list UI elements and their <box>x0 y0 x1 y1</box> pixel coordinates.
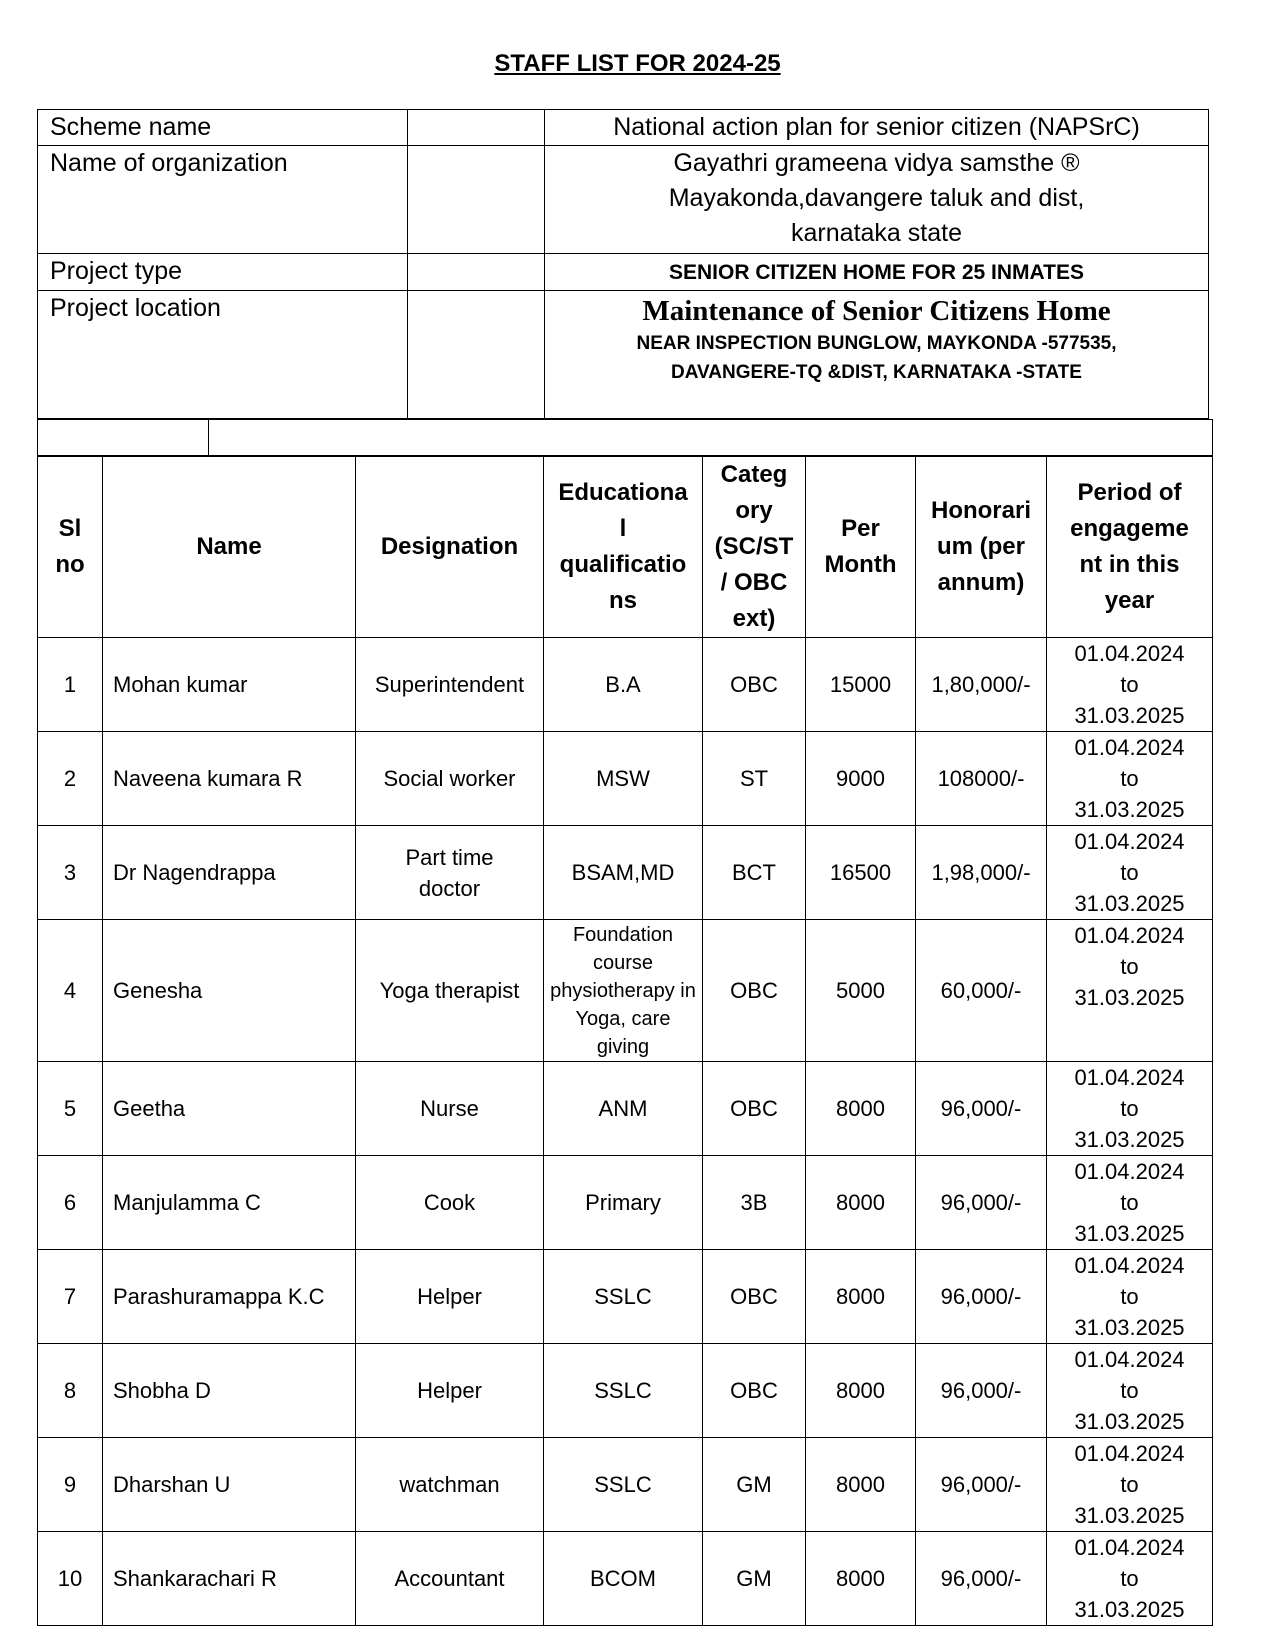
cell-period <box>1047 638 1213 732</box>
period-line: to <box>1120 1190 1139 1215</box>
period-line: 01.04.2024 <box>1074 923 1185 948</box>
period-line: to <box>1120 1378 1139 1403</box>
organization-row <box>38 146 1209 254</box>
project-type-row <box>38 254 1209 291</box>
period-line: 01.04.2024 <box>1074 1065 1185 1090</box>
cell-slno: 3 <box>38 826 103 920</box>
period-line: 01.04.2024 <box>1074 735 1185 760</box>
header-per-month: Per Month <box>806 457 916 638</box>
staff-table <box>37 456 1213 1626</box>
period-line: 31.03.2025 <box>1074 1409 1185 1434</box>
cell-category: ST <box>703 732 806 826</box>
cell-honorarium: 1,98,000/- <box>916 826 1047 920</box>
cell-period <box>1047 732 1213 826</box>
project-location-value <box>545 291 1209 419</box>
cell-slno: 4 <box>38 920 103 1062</box>
header-period: Period of engageme nt in this year <box>1047 457 1213 638</box>
cell-per-month: 8000 <box>806 1532 916 1626</box>
period-line: 31.03.2025 <box>1074 1597 1185 1622</box>
cell-slno: 5 <box>38 1062 103 1156</box>
cell-slno: 2 <box>38 732 103 826</box>
header-category: Categ ory (SC/ST / OBC ext) <box>703 457 806 638</box>
cell-per-month: 8000 <box>806 1438 916 1532</box>
cell-slno: 7 <box>38 1250 103 1344</box>
period-line: 01.04.2024 <box>1074 1347 1185 1372</box>
period-line: 01.04.2024 <box>1074 1535 1185 1560</box>
period-line: 31.03.2025 <box>1074 1315 1185 1340</box>
cell-category: OBC <box>703 1250 806 1344</box>
table-row <box>38 920 1213 1062</box>
cell-honorarium: 96,000/- <box>916 1250 1047 1344</box>
cell-designation: Helper <box>356 1344 544 1438</box>
period-line: 01.04.2024 <box>1074 1253 1185 1278</box>
period-line: 01.04.2024 <box>1074 641 1185 666</box>
cell-per-month: 16500 <box>806 826 916 920</box>
project-type-label: Project type <box>38 254 408 291</box>
spacer-row-table <box>37 419 1213 456</box>
cell-period <box>1047 1532 1213 1626</box>
cell-designation: Part time doctor <box>356 826 544 920</box>
cell-period <box>1047 1250 1213 1344</box>
cell-category: OBC <box>703 1344 806 1438</box>
cell-honorarium: 96,000/- <box>916 1156 1047 1250</box>
project-location-row <box>38 291 1209 419</box>
project-type-value: SENIOR CITIZEN HOME FOR 25 INMATES <box>545 254 1209 291</box>
cell-period <box>1047 826 1213 920</box>
cell-name: Naveena kumara R <box>103 732 356 826</box>
period-line: to <box>1120 954 1139 979</box>
table-row <box>38 1532 1213 1626</box>
table-row <box>38 1438 1213 1532</box>
cell-period <box>1047 1438 1213 1532</box>
project-info-table <box>37 109 1209 419</box>
cell-designation: Accountant <box>356 1532 544 1626</box>
cell-category: BCT <box>703 826 806 920</box>
cell-qualification: SSLC <box>544 1250 703 1344</box>
cell-qualification: MSW <box>544 732 703 826</box>
cell-period <box>1047 1156 1213 1250</box>
cell-per-month: 8000 <box>806 1062 916 1156</box>
table-row <box>38 732 1213 826</box>
scheme-label: Scheme name <box>38 110 408 146</box>
location-line: NEAR INSPECTION BUNGLOW, MAYKONDA -577535, <box>636 333 1117 354</box>
cell-qualification: Foundation course physiotherapy in Yoga, care giving <box>544 920 703 1062</box>
cell-designation: Superintendent <box>356 638 544 732</box>
header-row <box>38 457 1213 638</box>
empty-cell <box>408 110 545 146</box>
period-line: to <box>1120 766 1139 791</box>
header-designation: Designation <box>356 457 544 638</box>
period-line: 31.03.2025 <box>1074 1221 1185 1246</box>
period-line: to <box>1120 1284 1139 1309</box>
cell-designation: Yoga therapist <box>356 920 544 1062</box>
cell-name: Manjulamma C <box>103 1156 356 1250</box>
cell-category: 3B <box>703 1156 806 1250</box>
period-line: 01.04.2024 <box>1074 1159 1185 1184</box>
cell-category: OBC <box>703 920 806 1062</box>
cell-name: Genesha <box>103 920 356 1062</box>
table-row <box>38 1344 1213 1438</box>
cell-per-month: 8000 <box>806 1344 916 1438</box>
cell-designation: Nurse <box>356 1062 544 1156</box>
cell-slno: 1 <box>38 638 103 732</box>
cell-category: OBC <box>703 1062 806 1156</box>
location-heading: Maintenance of Senior Citizens Home <box>642 295 1111 327</box>
period-line: 31.03.2025 <box>1074 797 1185 822</box>
cell-designation: Helper <box>356 1250 544 1344</box>
cell-qualification: B.A <box>544 638 703 732</box>
cell-name: Shobha D <box>103 1344 356 1438</box>
cell-name: Dharshan U <box>103 1438 356 1532</box>
cell-category: GM <box>703 1532 806 1626</box>
cell-slno: 10 <box>38 1532 103 1626</box>
scheme-value: National action plan for senior citizen (NAPSrC) <box>545 110 1209 146</box>
header-name: Name <box>103 457 356 638</box>
table-row <box>38 826 1213 920</box>
cell-slno: 6 <box>38 1156 103 1250</box>
cell-per-month: 15000 <box>806 638 916 732</box>
header-slno: Sl no <box>38 457 103 638</box>
cell-category: OBC <box>703 638 806 732</box>
table-row <box>38 1250 1213 1344</box>
cell-per-month: 8000 <box>806 1156 916 1250</box>
organization-line: Mayakonda,davangere taluk and dist, <box>668 184 1085 212</box>
cell-qualification: ANM <box>544 1062 703 1156</box>
period-line: 31.03.2025 <box>1074 703 1185 728</box>
cell-period <box>1047 920 1213 1062</box>
organization-line: karnataka state <box>791 219 962 247</box>
period-line: to <box>1120 860 1139 885</box>
cell-designation: Social worker <box>356 732 544 826</box>
table-row <box>38 1062 1213 1156</box>
cell-qualification: BSAM,MD <box>544 826 703 920</box>
cell-qualification: BCOM <box>544 1532 703 1626</box>
period-line: 31.03.2025 <box>1074 985 1185 1010</box>
cell-slno: 9 <box>38 1438 103 1532</box>
cell-honorarium: 96,000/- <box>916 1344 1047 1438</box>
cell-name: Dr Nagendrappa <box>103 826 356 920</box>
organization-value <box>545 146 1209 254</box>
organization-label: Name of organization <box>38 146 408 254</box>
cell-name: Geetha <box>103 1062 356 1156</box>
cell-designation: watchman <box>356 1438 544 1532</box>
header-honorarium: Honorari um (per annum) <box>916 457 1047 638</box>
cell-qualification: SSLC <box>544 1438 703 1532</box>
period-line: 31.03.2025 <box>1074 891 1185 916</box>
cell-honorarium: 60,000/- <box>916 920 1047 1062</box>
cell-name: Mohan kumar <box>103 638 356 732</box>
empty-cell <box>408 291 545 419</box>
cell-category: GM <box>703 1438 806 1532</box>
scheme-row <box>38 110 1209 146</box>
cell-qualification: Primary <box>544 1156 703 1250</box>
cell-honorarium: 1,80,000/- <box>916 638 1047 732</box>
period-line: 31.03.2025 <box>1074 1503 1185 1528</box>
cell-name: Shankarachari R <box>103 1532 356 1626</box>
empty-cell <box>209 420 1213 456</box>
organization-line: Gayathri grameena vidya samsthe ® <box>673 149 1080 177</box>
project-location-label: Project location <box>38 291 408 419</box>
location-line: DAVANGERE-TQ &DIST, KARNATAKA -STATE <box>671 362 1082 383</box>
cell-honorarium: 96,000/- <box>916 1438 1047 1532</box>
period-line: to <box>1120 1472 1139 1497</box>
cell-honorarium: 108000/- <box>916 732 1047 826</box>
header-qualification: Educationa l qualificatio ns <box>544 457 703 638</box>
cell-qualification: SSLC <box>544 1344 703 1438</box>
cell-per-month: 8000 <box>806 1250 916 1344</box>
table-row <box>38 638 1213 732</box>
table-row <box>38 1156 1213 1250</box>
page-title: STAFF LIST FOR 2024-25 <box>494 50 781 77</box>
period-line: to <box>1120 1096 1139 1121</box>
period-line: 01.04.2024 <box>1074 1441 1185 1466</box>
cell-name: Parashuramappa K.C <box>103 1250 356 1344</box>
cell-per-month: 9000 <box>806 732 916 826</box>
period-line: to <box>1120 672 1139 697</box>
cell-period <box>1047 1062 1213 1156</box>
cell-period <box>1047 1344 1213 1438</box>
empty-cell <box>408 146 545 254</box>
empty-cell <box>408 254 545 291</box>
empty-cell <box>38 420 209 456</box>
cell-slno: 8 <box>38 1344 103 1438</box>
period-line: 31.03.2025 <box>1074 1127 1185 1152</box>
cell-honorarium: 96,000/- <box>916 1062 1047 1156</box>
cell-honorarium: 96,000/- <box>916 1532 1047 1626</box>
period-line: 01.04.2024 <box>1074 829 1185 854</box>
cell-designation: Cook <box>356 1156 544 1250</box>
cell-per-month: 5000 <box>806 920 916 1062</box>
period-line: to <box>1120 1566 1139 1591</box>
